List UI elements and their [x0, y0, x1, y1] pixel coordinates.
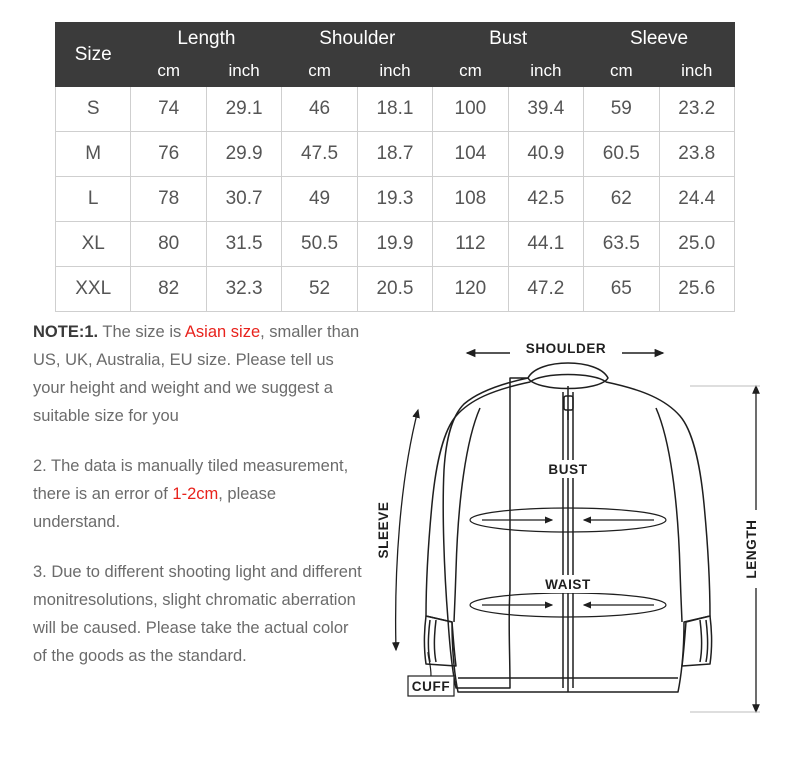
cell: 32.3	[206, 267, 281, 312]
cell: 42.5	[508, 177, 583, 222]
note-1	[33, 318, 363, 430]
header-unit-bust-inch: inch	[508, 56, 583, 87]
label-length: LENGTH	[744, 519, 759, 579]
cell: 74	[131, 87, 206, 132]
cell: 25.0	[659, 222, 735, 267]
cell: 49	[282, 177, 357, 222]
cell: 120	[433, 267, 508, 312]
cell: 47.2	[508, 267, 583, 312]
cell: 63.5	[584, 222, 659, 267]
cell: 46	[282, 87, 357, 132]
size-chart-table-container	[55, 22, 735, 312]
table-row	[56, 222, 735, 267]
note-2-text-b: , please understand.	[33, 485, 277, 531]
cuff-callout	[408, 652, 454, 696]
cell: 100	[433, 87, 508, 132]
cell: 80	[131, 222, 206, 267]
table-row	[56, 87, 735, 132]
table-group-header-row	[56, 23, 735, 56]
cell: 29.1	[206, 87, 281, 132]
cell: 50.5	[282, 222, 357, 267]
label-cuff: CUFF	[411, 679, 451, 694]
cell: 78	[131, 177, 206, 222]
garment-measurement-diagram	[360, 320, 780, 750]
header-shoulder: Shoulder	[282, 23, 433, 56]
header-bust: Bust	[433, 23, 584, 56]
cell: 23.8	[659, 132, 735, 177]
header-unit-sleeve-cm: cm	[584, 56, 659, 87]
note-2-text-a: 2. The data is manually tiled measurement, there is an error of	[33, 457, 349, 503]
cell: 62	[584, 177, 659, 222]
cell: 39.4	[508, 87, 583, 132]
cell: 19.3	[357, 177, 432, 222]
cell: 24.4	[659, 177, 735, 222]
header-unit-length-cm: cm	[131, 56, 206, 87]
cell: 19.9	[357, 222, 432, 267]
header-unit-sleeve-inch: inch	[659, 56, 735, 87]
cell: 40.9	[508, 132, 583, 177]
cell: 104	[433, 132, 508, 177]
note-3	[33, 558, 363, 670]
cell: 76	[131, 132, 206, 177]
note-1-highlight: Asian size	[184, 323, 261, 341]
notes-section	[33, 318, 363, 692]
note-1-text-a: The size is	[98, 323, 185, 341]
size-chart-table	[55, 22, 735, 312]
header-unit-shoulder-cm: cm	[282, 56, 357, 87]
label-bust: BUST	[548, 462, 588, 477]
shoulder-dimension	[467, 339, 663, 357]
label-shoulder: SHOULDER	[525, 341, 607, 356]
cell: 18.7	[357, 132, 432, 177]
label-waist: WAIST	[545, 577, 591, 592]
label-sleeve: SLEEVE	[376, 501, 391, 559]
cell: 108	[433, 177, 508, 222]
cell: 59	[584, 87, 659, 132]
row-size-label: S	[56, 87, 131, 132]
header-sleeve: Sleeve	[584, 23, 735, 56]
note-2-highlight: 1-2cm	[172, 485, 219, 503]
table-row	[56, 267, 735, 312]
note-1-label: NOTE:1.	[33, 323, 99, 341]
row-size-label: XXL	[56, 267, 131, 312]
cell: 31.5	[206, 222, 281, 267]
row-size-label: L	[56, 177, 131, 222]
note-2	[33, 452, 363, 536]
table-unit-header-row	[56, 56, 735, 87]
cell: 20.5	[357, 267, 432, 312]
cell: 29.9	[206, 132, 281, 177]
cell: 18.1	[357, 87, 432, 132]
cell: 47.5	[282, 132, 357, 177]
note-3-text: 3. Due to different shooting light and different monitresolutions, slight chromatic aberration will be caused. Please take the actual color of the goods as the standard.	[33, 563, 362, 665]
cell: 112	[433, 222, 508, 267]
jacket-illustration	[360, 320, 780, 750]
row-size-label: M	[56, 132, 131, 177]
cell: 82	[131, 267, 206, 312]
cell: 30.7	[206, 177, 281, 222]
cell: 60.5	[584, 132, 659, 177]
header-size: Size	[56, 23, 131, 87]
header-length: Length	[131, 23, 282, 56]
table-row	[56, 132, 735, 177]
cell: 52	[282, 267, 357, 312]
cell: 23.2	[659, 87, 735, 132]
length-dimension	[690, 386, 765, 712]
note-1-text-b: , smaller than US, UK, Australia, EU size. Please tell us your height and weight and we suggest a suitable size for you	[33, 323, 360, 425]
row-size-label: XL	[56, 222, 131, 267]
cell: 25.6	[659, 267, 735, 312]
header-unit-bust-cm: cm	[433, 56, 508, 87]
cell: 65	[584, 267, 659, 312]
header-unit-shoulder-inch: inch	[357, 56, 432, 87]
jacket-outline	[425, 363, 712, 692]
cell: 44.1	[508, 222, 583, 267]
header-unit-length-inch: inch	[206, 56, 281, 87]
table-row	[56, 177, 735, 222]
sleeve-dimension	[376, 410, 418, 650]
